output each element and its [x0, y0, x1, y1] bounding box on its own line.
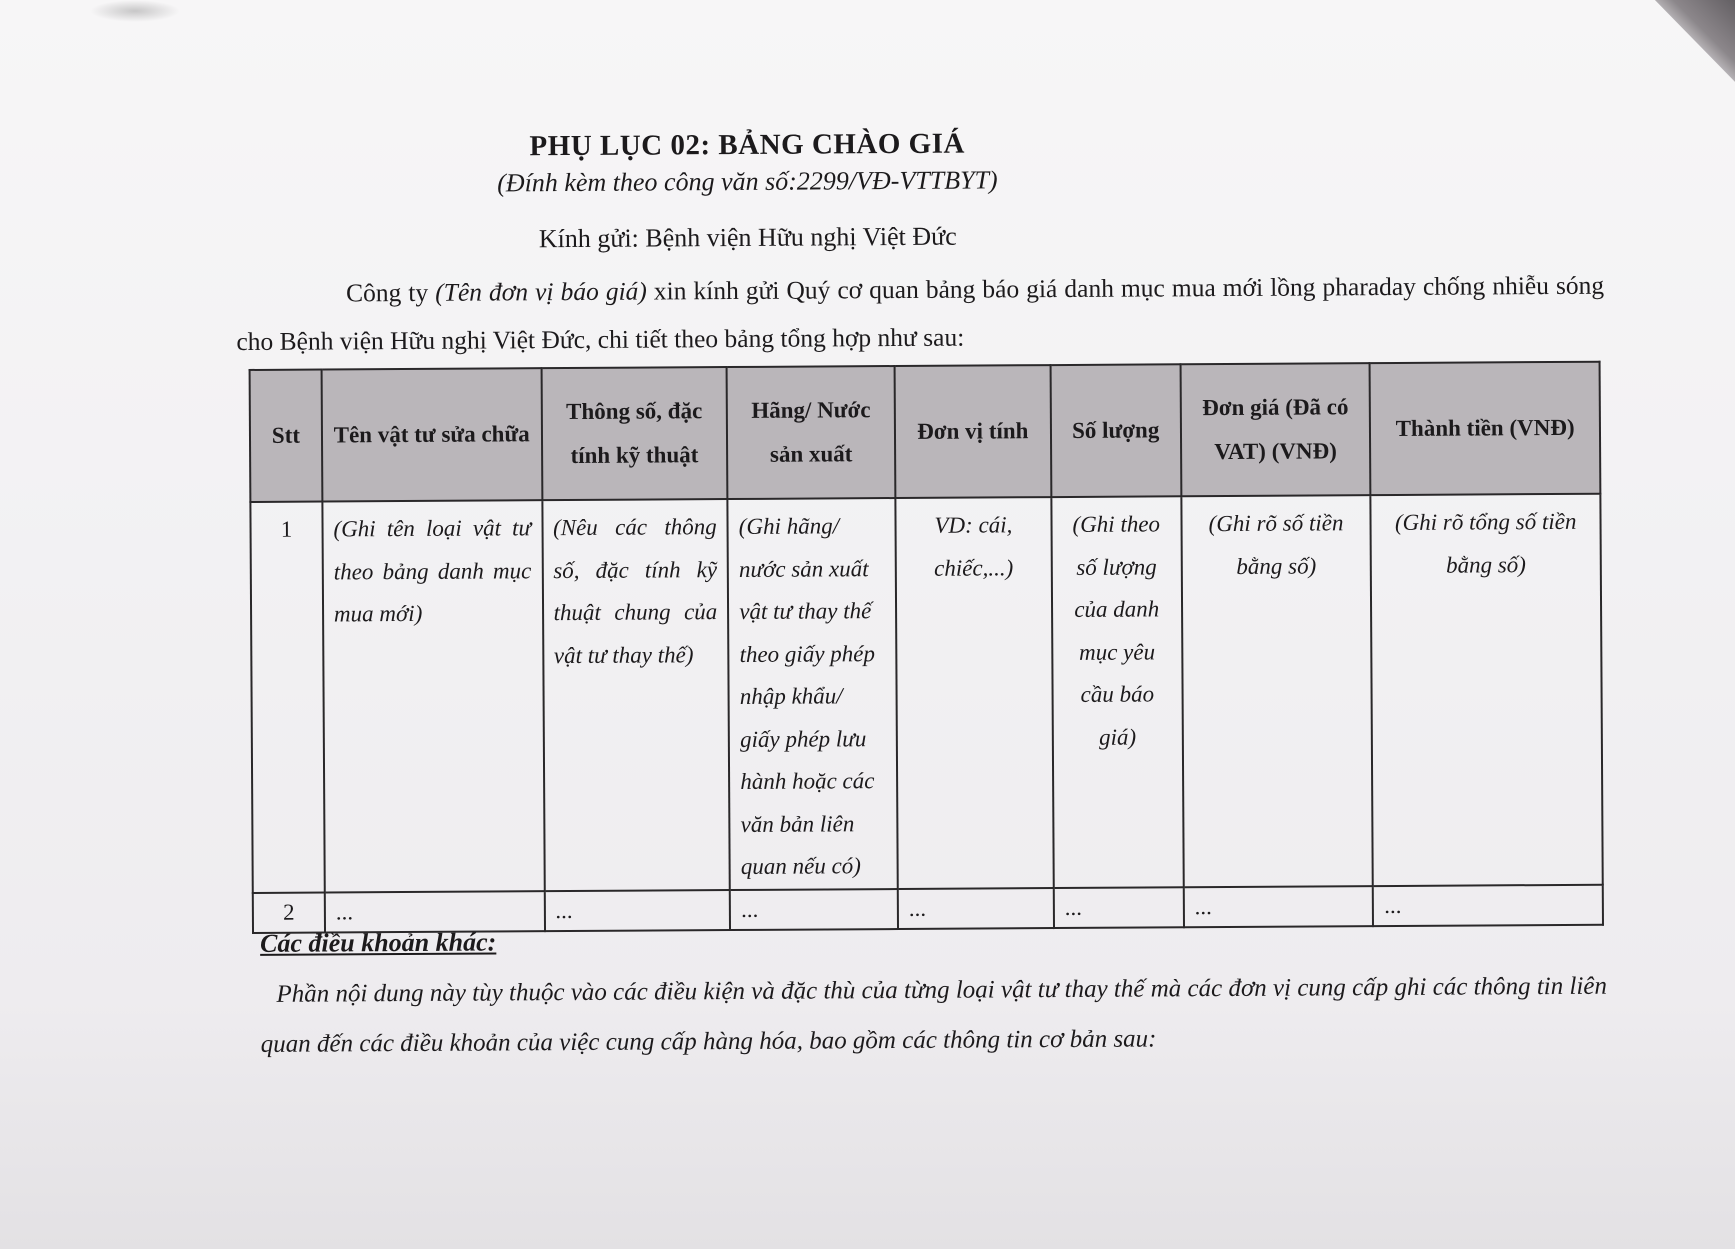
table-row [253, 884, 1603, 932]
table-cell-total: (Ghi rõ tổng số tiền bằng số) [1371, 494, 1603, 886]
header-total: Thành tiền (VNĐ) [1370, 362, 1600, 495]
table-cell-unit: VD: cái, chiếc,...) [895, 497, 1053, 888]
table-cell-quantity: ... [1054, 887, 1184, 928]
table-cell-stt: 2 [253, 892, 325, 932]
table-header-row [250, 362, 1601, 502]
company-placeholder: (Tên đơn vị báo giá) [435, 276, 647, 307]
table-cell-manufacturer: ... [730, 889, 898, 930]
header-stt: Stt [250, 370, 323, 502]
intro-prefix: Công ty [346, 277, 436, 308]
header-item-name: Tên vật tư sửa chữa [322, 368, 542, 501]
quotation-table [249, 361, 1604, 934]
table-cell-unit-price: ... [1183, 886, 1373, 927]
table-row [250, 494, 1602, 893]
intro-paragraph [236, 262, 1605, 366]
header-specifications: Thông số, đặc tính kỹ thuật [541, 367, 728, 500]
table-cell-item-name: ... [325, 891, 545, 932]
header-manufacturer: Hãng/ Nước sản xuất [727, 366, 896, 499]
table-cell-specifications: ... [544, 890, 730, 931]
header-unit: Đơn vị tính [895, 365, 1052, 498]
table-cell-unit-price: (Ghi rõ số tiền bằng số) [1181, 495, 1373, 887]
intro-text: xin kính gửi Quý cơ quan bảng báo giá danh mục mua mới lồng pharaday chống nhiễu sóng cho Bệnh viện Hữu nghị Việt Đức, chi tiết theo bảng tổng hợp như sau: [236, 270, 1605, 357]
table-cell-quantity: (Ghi theo số lượng của danh mục yêu cầu báo giá) [1051, 496, 1183, 887]
header-quantity: Số lượng [1050, 364, 1181, 497]
header-unit-price: Đơn giá (Đã có VAT) (VNĐ) [1180, 363, 1371, 496]
table-cell-manufacturer: (Ghi hãng/ nước sản xuất vật tư thay thế theo giấy phép nhập khẩu/ giấy phép lưu hành hoặc các văn bản liên quan nếu có) [728, 498, 898, 890]
table-cell-unit: ... [898, 888, 1054, 929]
terms-heading: Các điều khoản khác: [259, 927, 497, 958]
recipient-line: Kính gửi: Bệnh viện Hữu nghị Việt Đức [538, 221, 957, 254]
table-cell-specifications: (Nêu các thông số, đặc tính kỹ thuật chung của vật tư thay thế) [542, 499, 730, 891]
table-cell-stt: 1 [250, 502, 324, 893]
table-cell-item-name: (Ghi tên loại vật tư theo bảng danh mục mua mới) [322, 500, 544, 892]
document-title: PHỤ LỤC 02: BẢNG CHÀO GIÁ [529, 127, 966, 163]
document-subtitle: (Đính kèm theo công văn số:2299/VĐ-VTTBYT) [497, 165, 998, 198]
table-cell-total: ... [1373, 884, 1603, 925]
terms-paragraph: Phần nội dung này tùy thuộc vào các điều kiện và đặc thù của từng loại vật tư thay thế mà các đơn vị cung cấp ghi các thông tin liên quan đến các điều khoản của việc cung cấp hàng hóa, bao gồm các thông tin cơ bản sau: [260, 972, 1608, 1058]
